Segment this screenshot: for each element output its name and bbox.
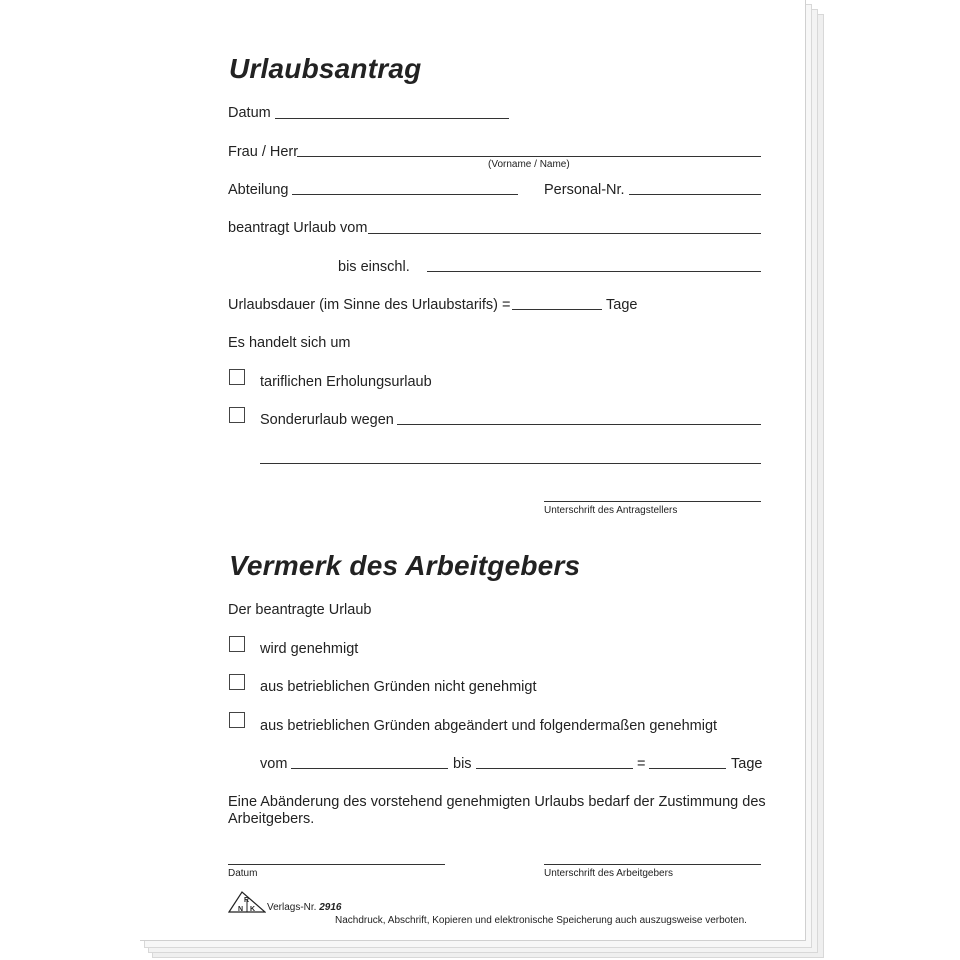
option-sonder-label: Sonderurlaub wegen — [260, 412, 394, 428]
note-line-1: Eine Abänderung des vorstehend genehmigten Urlaubs bedarf der Zustimmung des — [228, 794, 766, 810]
form-sheet — [140, 0, 806, 941]
personal-nr-field[interactable] — [629, 194, 761, 195]
checkbox-abgeaendert[interactable] — [229, 712, 245, 728]
unterschrift-arbeitgeber-label: Unterschrift des Arbeitgebers — [544, 868, 673, 879]
employer-intro: Der beantragte Urlaub — [228, 602, 372, 618]
unterschrift-arbeitgeber-line[interactable] — [544, 864, 761, 865]
verlag-text: Verlags-Nr. — [267, 902, 317, 913]
equals-label: = — [637, 756, 646, 772]
employer-datum-label: Datum — [228, 868, 258, 879]
note-line-2: Arbeitgebers. — [228, 811, 315, 827]
datum-label: Datum — [228, 105, 271, 121]
bis-einschl-label: bis einschl. — [338, 259, 410, 275]
personal-nr-label: Personal-Nr. — [544, 182, 625, 198]
name-field[interactable] — [297, 156, 761, 157]
abteilung-field[interactable] — [292, 194, 518, 195]
checkbox-nicht-genehmigt[interactable] — [229, 674, 245, 690]
urlaubsdauer-label: Urlaubsdauer (im Sinne des Urlaubstarifs) = — [228, 297, 511, 313]
urlaubsdauer-field[interactable] — [512, 309, 602, 310]
sonder-reason-field[interactable] — [397, 424, 761, 425]
bis-label: bis — [453, 756, 472, 772]
rnk-logo-icon — [228, 891, 266, 913]
tage-label: Tage — [606, 297, 638, 313]
frau-herr-label: Frau / Herr — [228, 144, 299, 160]
option-genehmigt-label: wird genehmigt — [260, 641, 359, 657]
beantragt-label: beantragt Urlaub vom — [228, 220, 368, 236]
es-handelt-label: Es handelt sich um — [228, 335, 351, 351]
logo-letter-r: R — [244, 897, 250, 904]
vom-label: vom — [260, 756, 288, 772]
logo-letter-n: N — [238, 906, 244, 913]
verlag-number: 2916 — [319, 902, 342, 913]
abteilung-label: Abteilung — [228, 182, 289, 198]
verlag-label — [267, 902, 342, 913]
datum-field[interactable] — [275, 118, 509, 119]
vom-field[interactable] — [291, 768, 448, 769]
bis-einschl-field[interactable] — [427, 271, 761, 272]
vorname-name-hint: (Vorname / Name) — [488, 159, 570, 170]
bis-field[interactable] — [476, 768, 633, 769]
unterschrift-antragsteller-label: Unterschrift des Antragstellers — [544, 505, 678, 516]
checkbox-genehmigt[interactable] — [229, 636, 245, 652]
sonder-reason-field-2[interactable] — [260, 463, 761, 464]
tage-field[interactable] — [649, 768, 726, 769]
checkbox-sonder[interactable] — [229, 407, 245, 423]
option-tariflich-label: tariflichen Erholungsurlaub — [260, 374, 432, 390]
checkbox-tariflich[interactable] — [229, 369, 245, 385]
logo-letter-k: K — [250, 906, 256, 913]
urlaub-vom-field[interactable] — [368, 233, 761, 234]
employer-datum-line[interactable] — [228, 864, 445, 865]
employer-title: Vermerk des Arbeitgebers — [229, 550, 581, 581]
form-title: Urlaubsantrag — [229, 53, 422, 84]
unterschrift-antragsteller-line[interactable] — [544, 501, 761, 502]
option-abgeaendert-label: aus betrieblichen Gründen abgeändert und folgendermaßen genehmigt — [260, 718, 718, 734]
copyright-notice: Nachdruck, Abschrift, Kopieren und elektronische Speicherung auch auszugsweise verboten. — [335, 915, 747, 926]
employer-tage-label: Tage — [731, 756, 763, 772]
option-nicht-label: aus betrieblichen Gründen nicht genehmigt — [260, 679, 537, 695]
